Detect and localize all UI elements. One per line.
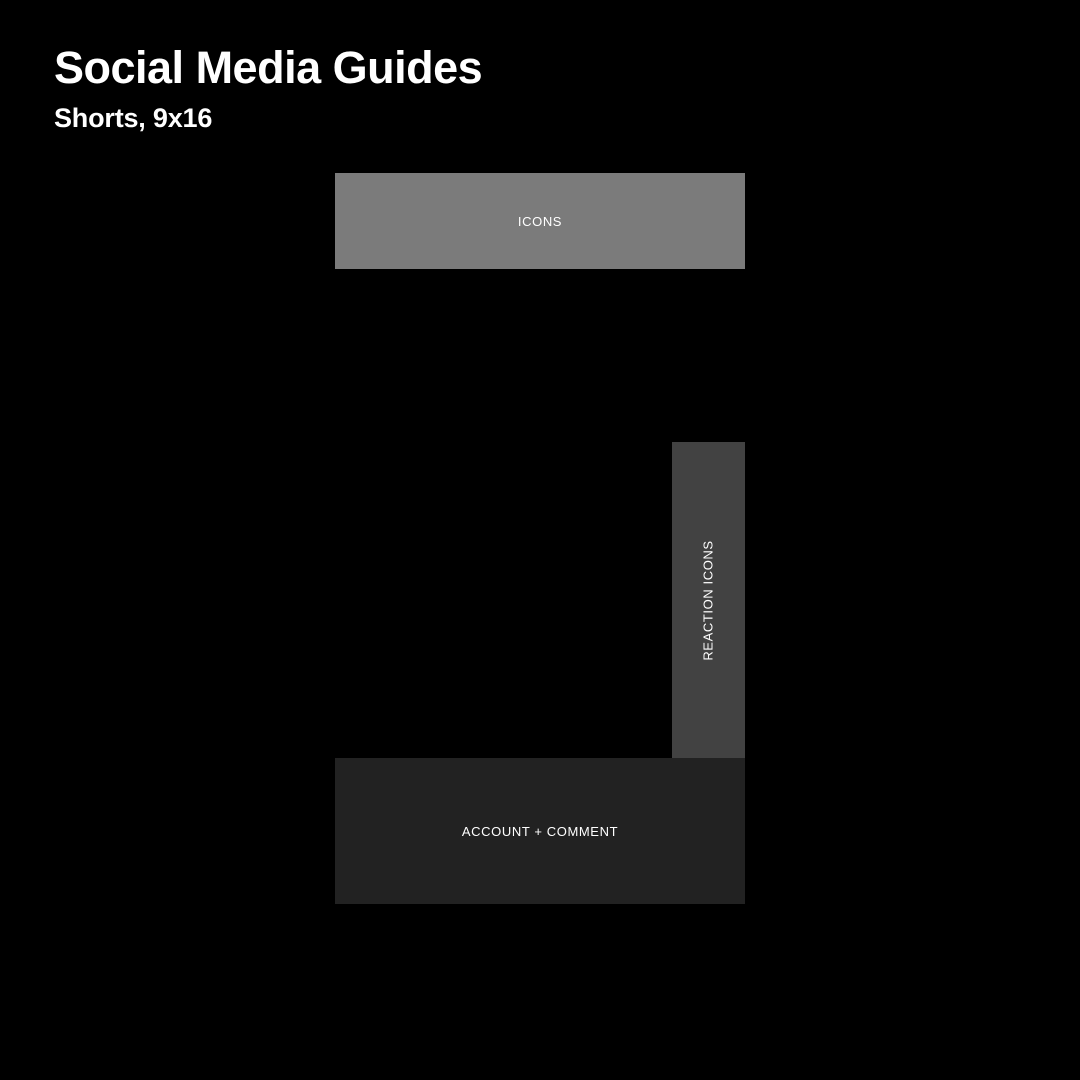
zone-label-account-comment: ACCOUNT + COMMENT — [461, 823, 619, 839]
safe-area-zone-icons — [335, 173, 745, 269]
safe-area-zone-account-comment — [335, 758, 745, 904]
zone-label-icons: ICONS — [517, 213, 563, 229]
safe-area-zone-reaction-icons — [672, 442, 745, 759]
zone-label-reaction-icons: REACTION ICONS — [701, 540, 717, 661]
page-title: Social Media Guides — [54, 42, 483, 93]
page-subtitle: Shorts, 9x16 — [54, 103, 213, 133]
